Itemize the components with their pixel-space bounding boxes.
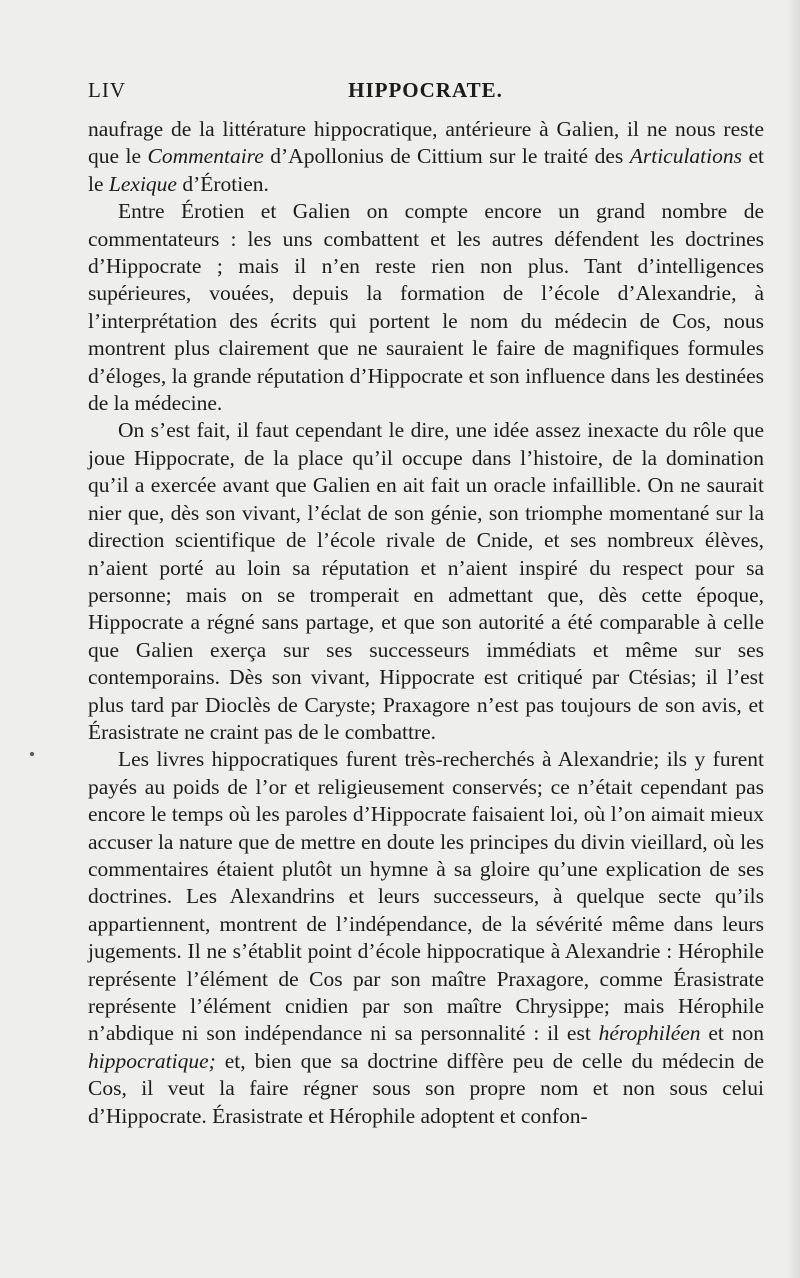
- paragraph: [88, 746, 764, 1130]
- italic-text: Articulations: [629, 144, 742, 169]
- body-text: [88, 116, 764, 1130]
- text-run: Les livres hippocratiques furent très-recherchés à Alexandrie; ils y furent payés au poids de l’or et religieusement conservés; ce n’était cependant pas encore le temps où les paroles d’Hippocrate faisaient loi, où l’on aimait mieux accuser la nature que de mettre en doute les principes du divin vieillard, où les commentaires étaient plutôt un hymne à sa gloire qu’une explication de ses doctrines. Les Alexandrins et leurs successeurs, à quelque secte qu’ils appartiennent, montrent de l’indépendance, de la sévérité même dans leurs jugements. Il ne s’établit point d’école hippocratique à Alexandrie : Hérophile représente l’élément de Cos par son maître Praxagore, comme Érasistrate représente l’élément cnidien par son maître Chrysippe; mais Hérophile n’abdique ni son indépendance ni sa personnalité : il est: [88, 747, 764, 1046]
- text-run: et, bien que sa doctrine diffère peu de celle du médecin de Cos, il veut la faire régner sous son propre nom et non sous celui d’Hippocrate. Érasistrate et Hérophile adoptent et confon-: [88, 1048, 764, 1128]
- italic-text: Commentaire: [147, 144, 264, 169]
- italic-text: hippocratique;: [88, 1048, 216, 1073]
- text-run: et non: [700, 1021, 764, 1046]
- text-run: On s’est fait, il faut cependant le dire, une idée assez inexacte du rôle que joue Hippocrate, de la place qu’il occupe dans l’histoire, de la domination qu’il a exercée avant que Galien en ait fait un oracle infaillible. On ne saurait nier que, dès son vivant, l’éclat de son génie, son triomphe momentané sur la direction scientifique de l’école rivale de Cnide, et ses nombreux élèves, n’aient porté au loin sa réputation et n’aient inspiré du respect pour sa personne; mais on se tromperait en admettant que, dès cette époque, Hippocrate a régné sans partage, et que son autorité a été comparable à celle que Galien exerça sur ses successeurs immédiats et même sur ses contemporains. Dès son vivant, Hippocrate est critiqué par Ctésias; il l’est plus tard par Dioclès de Caryste; Praxagore n’est pas toujours de son avis, et Érasistrate ne craint pas de le combattre.: [88, 418, 764, 744]
- text-run: naufrage de la littérature hippocratique, antérieure à Galien, il ne nous reste que le: [88, 117, 764, 169]
- paragraph: [88, 198, 764, 417]
- text-run: et le: [88, 144, 764, 196]
- running-title: HIPPOCRATE.: [348, 78, 503, 102]
- running-head: [88, 78, 763, 108]
- italic-text: hérophiléen: [598, 1021, 701, 1046]
- text-run: Entre Érotien et Galien on compte encore un grand nombre de commentateurs : les uns combattent et les autres défendent les doctrines d’Hippocrate ; mais il n’en reste rien non plus. Tant d’intelligences supérieures, vouées, depuis la formation de l’école d’Alexandrie, à l’interprétation des écrits qui portent le nom du médecin de Cos, nous montrent plus clairement que ne sauraient le faire de magnifiques formules d’éloges, la grande réputation d’Hippocrate et son influence dans les destinées de la médecine.: [88, 199, 764, 416]
- text-run: d’Érotien.: [176, 171, 269, 196]
- italic-text: Lexique: [108, 171, 177, 196]
- page-edge-shadow: [786, 0, 800, 1278]
- paragraph: [88, 116, 764, 198]
- paragraph: [88, 417, 764, 746]
- text-run: d’Apollonius de Cittium sur le traité des: [263, 144, 630, 169]
- page-number: LIV: [88, 78, 126, 102]
- ink-speck: [30, 752, 34, 756]
